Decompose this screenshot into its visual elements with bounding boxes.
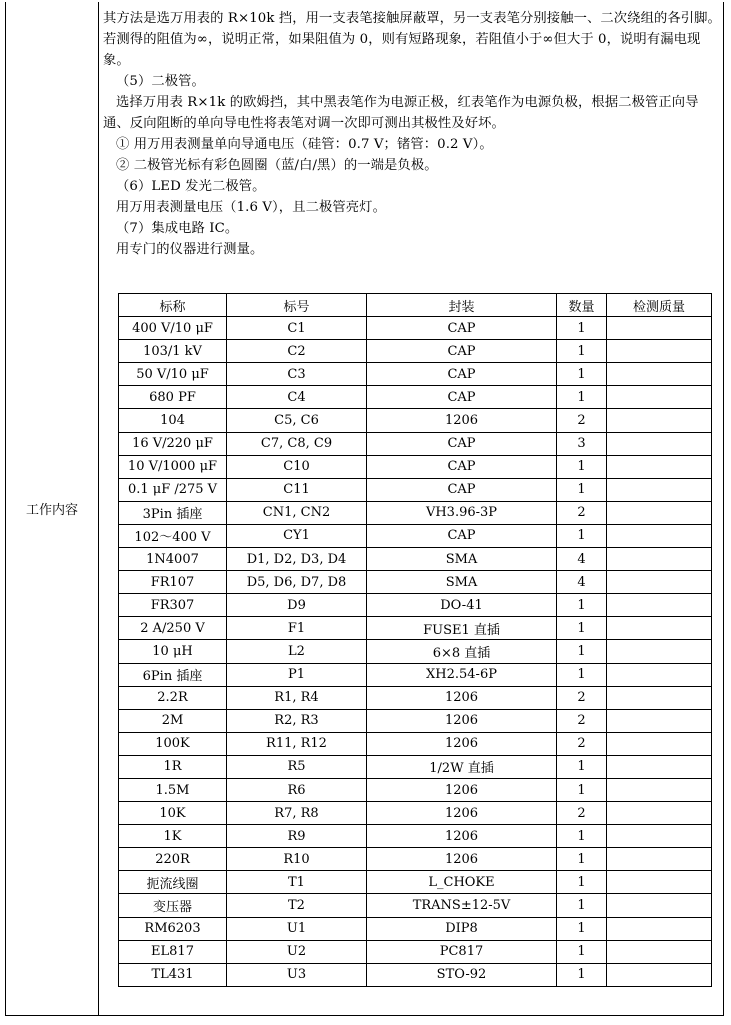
cell-nominal: 1.5M: [119, 778, 227, 801]
cell-quantity: 1: [557, 917, 607, 940]
cell-nominal: TL431: [119, 963, 227, 986]
cell-designator: R1, R4: [227, 686, 367, 709]
cell-quantity: 1: [557, 594, 607, 617]
cell-quantity: 2: [557, 709, 607, 732]
cell-designator: L2: [227, 640, 367, 663]
cell-designator: U3: [227, 963, 367, 986]
cell-designator: C7, C8, C9: [227, 432, 367, 455]
cell-inspection: [607, 963, 712, 986]
cell-package: VH3.96-3P: [367, 501, 557, 524]
table-row: [119, 963, 712, 986]
cell-package: 1206: [367, 409, 557, 432]
cell-package: PC817: [367, 940, 557, 963]
cell-nominal: 16 V/220 μF: [119, 432, 227, 455]
cell-nominal: 1R: [119, 755, 227, 778]
cell-designator: CY1: [227, 524, 367, 547]
table-row: [119, 732, 712, 755]
table-row: [119, 571, 712, 594]
cell-inspection: [607, 478, 712, 501]
cell-nominal: 50 V/10 μF: [119, 363, 227, 386]
cell-quantity: 1: [557, 363, 607, 386]
cell-quantity: 4: [557, 571, 607, 594]
cell-designator: D1, D2, D3, D4: [227, 548, 367, 571]
table-header-row: [119, 294, 712, 317]
cell-package: CAP: [367, 524, 557, 547]
cell-quantity: 1: [557, 778, 607, 801]
cell-designator: U1: [227, 917, 367, 940]
cell-inspection: [607, 848, 712, 871]
cell-package: XH2.54-6P: [367, 663, 557, 686]
cell-package: 1206: [367, 825, 557, 848]
cell-inspection: [607, 386, 712, 409]
paragraph-diode-heading: （5）二极管。: [116, 74, 205, 89]
cell-designator: R10: [227, 848, 367, 871]
table-row: [119, 802, 712, 825]
cell-package: CAP: [367, 432, 557, 455]
cell-inspection: [607, 571, 712, 594]
content-area: [103, 8, 723, 983]
cell-designator: C1: [227, 317, 367, 340]
table-row: [119, 340, 712, 363]
cell-package: 1206: [367, 686, 557, 709]
document-frame: [5, 2, 724, 1016]
table-row: [119, 386, 712, 409]
cell-designator: R11, R12: [227, 732, 367, 755]
cell-quantity: 1: [557, 663, 607, 686]
header-nominal: 标称: [119, 294, 227, 317]
paragraph-diode-item-1: ① 用万用表测量单向导通电压（硅管：0.7 V；锗管：0.2 V）。: [116, 137, 493, 152]
table-row: [119, 432, 712, 455]
paragraph-led-method: 用万用表测量电压（1.6 V），且二极管亮灯。: [116, 200, 386, 215]
cell-inspection: [607, 432, 712, 455]
cell-quantity: 3: [557, 432, 607, 455]
cell-inspection: [607, 802, 712, 825]
cell-nominal: 103/1 kV: [119, 340, 227, 363]
cell-designator: R6: [227, 778, 367, 801]
cell-quantity: 1: [557, 340, 607, 363]
cell-inspection: [607, 940, 712, 963]
cell-inspection: [607, 455, 712, 478]
table-row: [119, 871, 712, 894]
cell-nominal: 2 A/250 V: [119, 617, 227, 640]
cell-designator: C2: [227, 340, 367, 363]
cell-nominal: 10 μH: [119, 640, 227, 663]
cell-package: STO-92: [367, 963, 557, 986]
cell-inspection: [607, 409, 712, 432]
table-row: [119, 317, 712, 340]
cell-nominal: FR307: [119, 594, 227, 617]
paragraph-transformer-method: 其方法是选万用表的 R×10k 挡，用一支表笔接触屏蔽罩，另一支表笔分别接触一、二次绕组的各引脚。若测得的阻值为∞，说明正常，如果阻值为 0，则有短路现象，若阻值小于∞但大于 0，说明有漏电现象。: [103, 11, 721, 68]
cell-nominal: 10K: [119, 802, 227, 825]
table-row: [119, 409, 712, 432]
cell-inspection: [607, 778, 712, 801]
cell-inspection: [607, 755, 712, 778]
cell-nominal: 0.1 μF /275 V: [119, 478, 227, 501]
cell-inspection: [607, 594, 712, 617]
table-row: [119, 524, 712, 547]
cell-nominal: 3Pin 插座: [119, 501, 227, 524]
cell-quantity: 1: [557, 524, 607, 547]
cell-quantity: 1: [557, 963, 607, 986]
cell-designator: D5, D6, D7, D8: [227, 571, 367, 594]
table-row: [119, 894, 712, 917]
cell-inspection: [607, 363, 712, 386]
cell-inspection: [607, 340, 712, 363]
cell-inspection: [607, 871, 712, 894]
cell-package: SMA: [367, 571, 557, 594]
cell-inspection: [607, 617, 712, 640]
cell-nominal: 扼流线圈: [119, 871, 227, 894]
paragraph-led-heading: （6）LED 发光二极管。: [116, 179, 266, 194]
cell-nominal: 102～400 V: [119, 524, 227, 547]
paragraph-ic-method: 用专门的仪器进行测量。: [116, 242, 264, 257]
cell-quantity: 1: [557, 617, 607, 640]
cell-designator: R2, R3: [227, 709, 367, 732]
cell-package: CAP: [367, 386, 557, 409]
cell-package: CAP: [367, 455, 557, 478]
cell-package: 1206: [367, 848, 557, 871]
cell-quantity: 2: [557, 732, 607, 755]
cell-designator: C11: [227, 478, 367, 501]
cell-inspection: [607, 917, 712, 940]
cell-package: 1206: [367, 732, 557, 755]
cell-quantity: 1: [557, 386, 607, 409]
cell-package: L_CHOKE: [367, 871, 557, 894]
table-row: [119, 825, 712, 848]
cell-quantity: 1: [557, 871, 607, 894]
table-row: [119, 940, 712, 963]
cell-designator: U2: [227, 940, 367, 963]
cell-designator: C3: [227, 363, 367, 386]
column-divider: [98, 2, 99, 1015]
table-row: [119, 617, 712, 640]
parts-table: [118, 293, 712, 987]
table-row: [119, 640, 712, 663]
table-row: [119, 663, 712, 686]
cell-quantity: 2: [557, 501, 607, 524]
cell-inspection: [607, 894, 712, 917]
cell-designator: C10: [227, 455, 367, 478]
cell-quantity: 1: [557, 478, 607, 501]
cell-inspection: [607, 825, 712, 848]
cell-nominal: 1N4007: [119, 548, 227, 571]
cell-designator: F1: [227, 617, 367, 640]
cell-nominal: 400 V/10 μF: [119, 317, 227, 340]
cell-package: CAP: [367, 478, 557, 501]
cell-inspection: [607, 732, 712, 755]
cell-designator: CN1, CN2: [227, 501, 367, 524]
cell-nominal: 10 V/1000 μF: [119, 455, 227, 478]
cell-nominal: 1K: [119, 825, 227, 848]
cell-inspection: [607, 317, 712, 340]
header-inspection: 检测质量: [607, 294, 712, 317]
cell-designator: R9: [227, 825, 367, 848]
table-row: [119, 548, 712, 571]
cell-nominal: 104: [119, 409, 227, 432]
cell-inspection: [607, 686, 712, 709]
cell-quantity: 2: [557, 409, 607, 432]
cell-package: 1206: [367, 778, 557, 801]
cell-nominal: 680 PF: [119, 386, 227, 409]
cell-package: 1206: [367, 709, 557, 732]
paragraph-ic-heading: （7）集成电路 IC。: [116, 221, 239, 236]
cell-nominal: EL817: [119, 940, 227, 963]
cell-quantity: 1: [557, 755, 607, 778]
cell-quantity: 1: [557, 825, 607, 848]
cell-quantity: 1: [557, 640, 607, 663]
header-designator: 标号: [227, 294, 367, 317]
table-row: [119, 478, 712, 501]
cell-designator: R5: [227, 755, 367, 778]
cell-package: CAP: [367, 317, 557, 340]
cell-package: 1206: [367, 802, 557, 825]
header-package: 封装: [367, 294, 557, 317]
cell-designator: P1: [227, 663, 367, 686]
cell-package: CAP: [367, 340, 557, 363]
cell-package: FUSE1 直插: [367, 617, 557, 640]
parts-table-body: [119, 317, 712, 987]
cell-nominal: 2.2R: [119, 686, 227, 709]
cell-package: SMA: [367, 548, 557, 571]
table-row: [119, 848, 712, 871]
cell-quantity: 4: [557, 548, 607, 571]
cell-designator: D9: [227, 594, 367, 617]
cell-quantity: 1: [557, 940, 607, 963]
cell-inspection: [607, 524, 712, 547]
side-label: 工作内容: [25, 503, 78, 518]
cell-package: 1/2W 直插: [367, 755, 557, 778]
cell-quantity: 2: [557, 686, 607, 709]
cell-inspection: [607, 709, 712, 732]
paragraph-diode-method: 选择万用表 R×1k 的欧姆挡，其中黑表笔作为电源正极，红表笔作为电源负极，根据二极管正向导通、反向阻断的单向导电性将表笔对调一次即可测出其极性及好坏。: [103, 95, 699, 131]
cell-quantity: 1: [557, 455, 607, 478]
cell-package: DO-41: [367, 594, 557, 617]
cell-nominal: 220R: [119, 848, 227, 871]
cell-quantity: 1: [557, 894, 607, 917]
table-row: [119, 686, 712, 709]
cell-package: DIP8: [367, 917, 557, 940]
table-row: [119, 501, 712, 524]
paragraph-diode-item-2: ② 二极管光标有彩色圆圈（蓝/白/黑）的一端是负极。: [116, 158, 438, 173]
cell-inspection: [607, 640, 712, 663]
table-row: [119, 594, 712, 617]
cell-package: TRANS±12-5V: [367, 894, 557, 917]
cell-quantity: 1: [557, 317, 607, 340]
cell-inspection: [607, 501, 712, 524]
cell-nominal: 变压器: [119, 894, 227, 917]
table-row: [119, 709, 712, 732]
cell-designator: C5, C6: [227, 409, 367, 432]
cell-nominal: 6Pin 插座: [119, 663, 227, 686]
cell-package: 6×8 直插: [367, 640, 557, 663]
table-row: [119, 778, 712, 801]
cell-nominal: 2M: [119, 709, 227, 732]
cell-nominal: RM6203: [119, 917, 227, 940]
table-row: [119, 755, 712, 778]
cell-designator: C4: [227, 386, 367, 409]
cell-designator: T2: [227, 894, 367, 917]
cell-nominal: 100K: [119, 732, 227, 755]
cell-inspection: [607, 548, 712, 571]
cell-designator: T1: [227, 871, 367, 894]
cell-quantity: 1: [557, 848, 607, 871]
cell-nominal: FR107: [119, 571, 227, 594]
table-row: [119, 363, 712, 386]
cell-quantity: 2: [557, 802, 607, 825]
table-row: [119, 917, 712, 940]
cell-inspection: [607, 663, 712, 686]
header-quantity: 数量: [557, 294, 607, 317]
cell-designator: R7, R8: [227, 802, 367, 825]
cell-package: CAP: [367, 363, 557, 386]
table-row: [119, 455, 712, 478]
